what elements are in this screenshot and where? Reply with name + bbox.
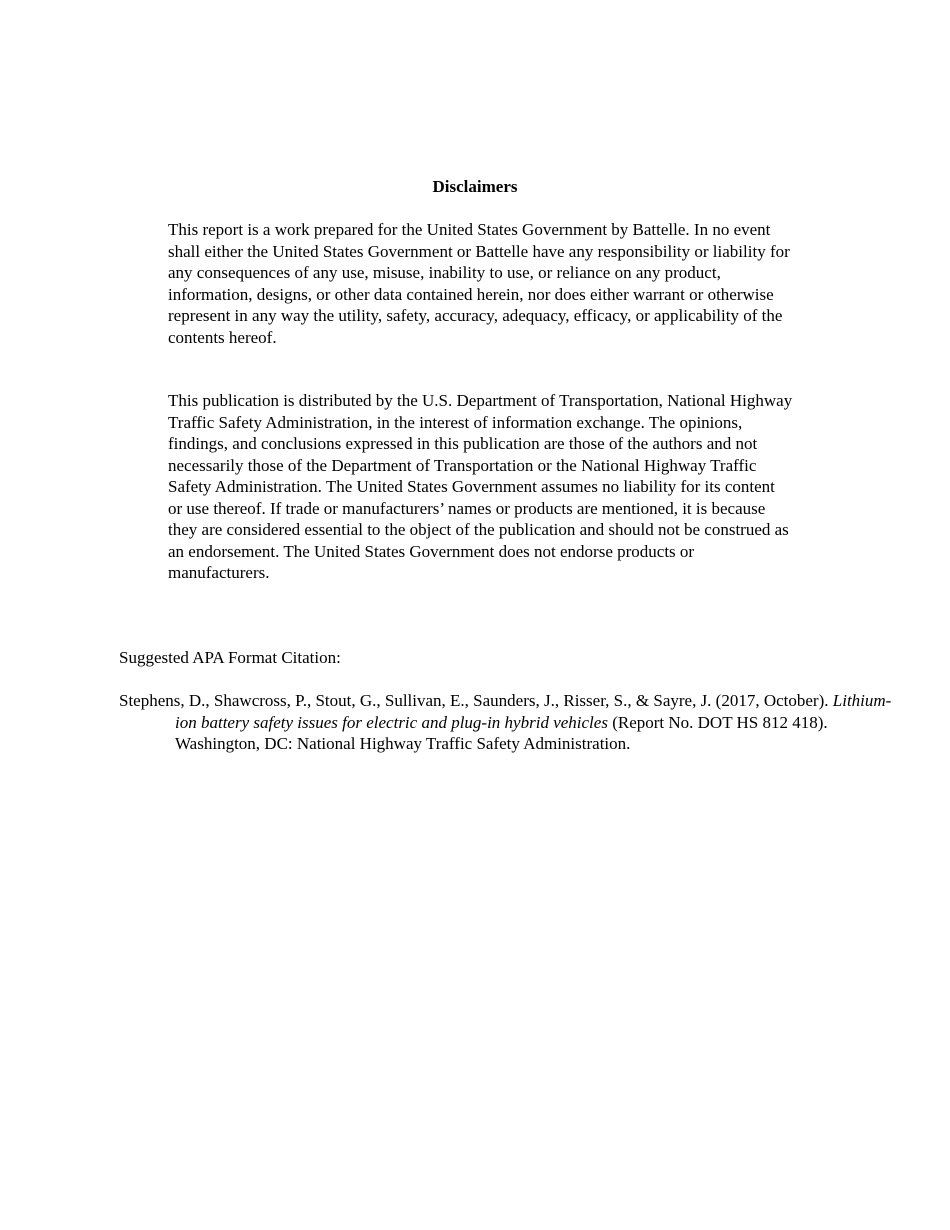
citation-label: Suggested APA Format Citation:: [119, 648, 341, 667]
citation-publication-details: (Report No. DOT HS 812 418). Washington, DC: National Highway Traffic Safety Administration.: [175, 712, 828, 753]
citation-title: Lithium-ion battery safety issues for electric and plug-in hybrid vehicles: [175, 691, 892, 732]
disclaimer-paragraph-1: This report is a work prepared for the United States Government by Battelle. In no event shall either the United States Government or Battelle have any responsibility or liability for any consequences of any use, misuse, inability to use, or reliance on any product, information, designs, or other data contained herein, nor does either warrant or otherwise represent in any way the utility, safety, accuracy, adequacy, efficacy, or applicability of the contents hereof.: [168, 220, 790, 347]
citation-authors-date: Stephens, D., Shawcross, P., Stout, G., Sullivan, E., Saunders, J., Risser, S., & Sayre, J. (2017, October).: [119, 691, 833, 710]
page-title: Disclaimers: [432, 177, 518, 196]
citation-entry: [119, 690, 895, 755]
disclaimer-paragraph-2: This publication is distributed by the U.S. Department of Transportation, National Highway Traffic Safety Administration, in the interest of information exchange. The opinions, findings, and conclusions expressed in this publication are those of the authors and not necessarily those of the Department of Transportation or the National Highway Traffic Safety Administration. The United States Government assumes no liability for its content or use thereof. If trade or manufacturers’ names or products are mentioned, it is because they are considered essential to the object of the publication and should not be construed as an endorsement. The United States Government does not endorse products or manufacturers.: [168, 391, 793, 582]
